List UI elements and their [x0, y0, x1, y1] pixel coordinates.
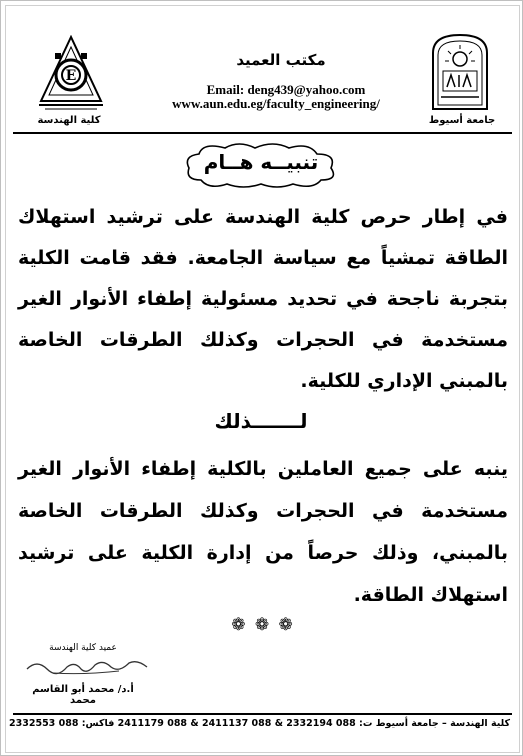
svg-text:E: E	[65, 68, 77, 84]
header-divider	[13, 132, 512, 134]
signatory-name: أ.د/ محمد أبو القاسم محمد	[32, 684, 134, 706]
handwritten-signature	[23, 655, 151, 677]
notice-subheading: لـــــــذلك	[214, 409, 308, 433]
signatory-title: عميد كلية الهندسة	[49, 643, 117, 653]
notice-paragraph-1: في إطار حرص كلية الهندسة على ترشيد استهلاك الطاقة تمشياً مع سياسة الجامعة. فقد قامت الكلية بتجربة ناجحة في تحديد مسئولية إطفاء الأنوار الغير مستخدمة في الحجرات وكذلك الطرقات الخاصة بالمبني الإداري للكلية.	[18, 206, 508, 392]
notice-heading: تنبيــه هــام	[203, 150, 319, 174]
faculty-caption: كلية الهندسة	[37, 115, 101, 126]
notice-paragraph-2: ينبه على جميع العاملين بالكلية إطفاء الأنوار الغير مستخدمة في الحجرات وكذلك الطرقات الخاصة بالمبني، وذلك حرصاً من إدارة الكلية على ترشيد استهلاك الطاقة.	[18, 458, 508, 606]
footer-divider	[13, 713, 512, 715]
email-line: Email: deng439@yahoo.com	[206, 82, 366, 97]
faculty-engineering-logo	[35, 35, 107, 115]
website-line: www.aun.edu.eg/faculty_engineering/	[172, 96, 380, 111]
assiut-university-logo	[429, 31, 491, 111]
contact-footer: كلية الهندسة – جامعة أسيوط ت: 088 2332194 & 088 2411137 & 088 2411179 فاكس: 088 2332553	[9, 718, 510, 729]
office-title: مكتب العميد	[236, 51, 326, 69]
university-caption: جامعة أسيوط	[428, 115, 496, 126]
flower-ornament: ❁ ❁ ❁	[231, 615, 295, 635]
